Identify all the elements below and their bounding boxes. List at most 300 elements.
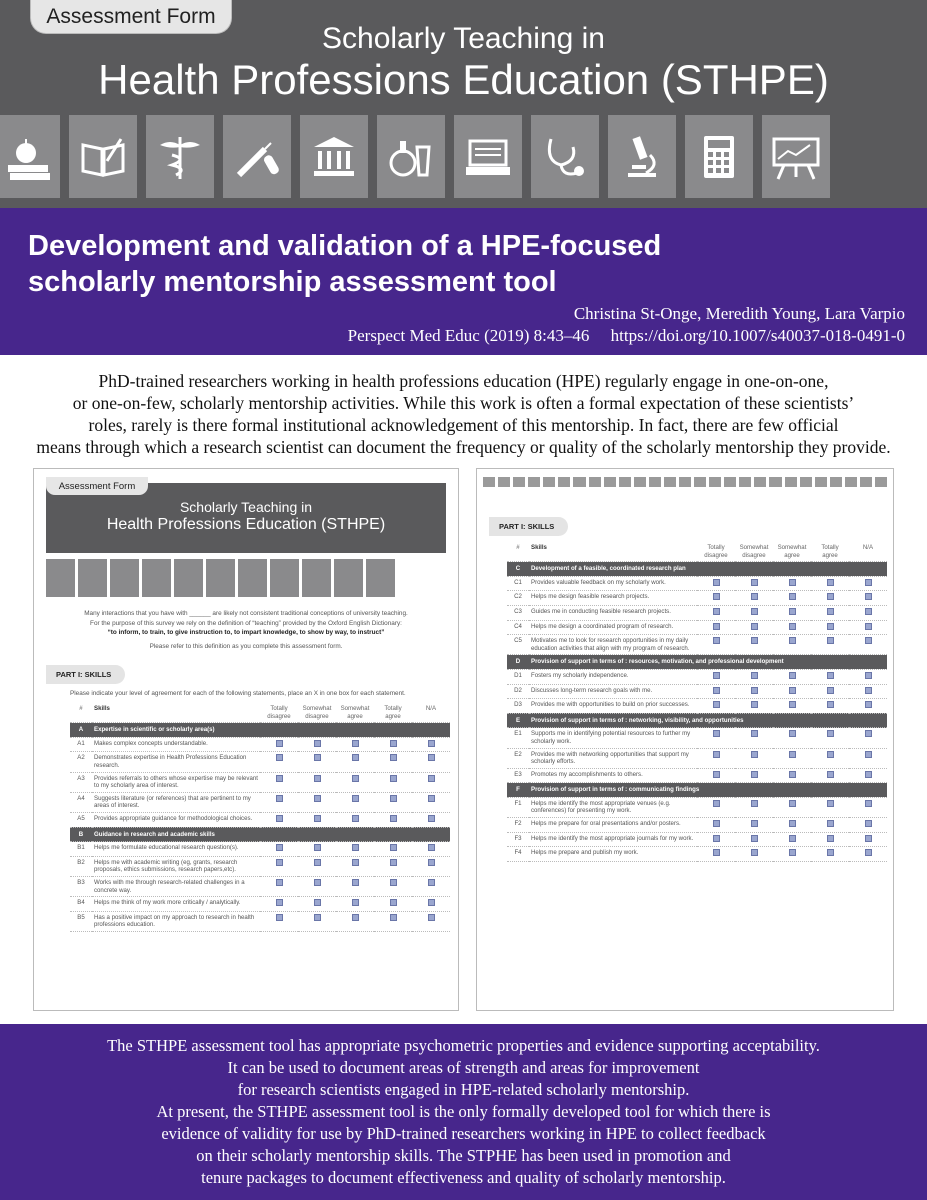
item-id: B2 [70,856,92,876]
rating-checkbox[interactable] [865,637,872,644]
rating-cell [374,842,412,857]
rating-checkbox[interactable] [751,820,758,827]
rating-checkbox[interactable] [276,914,283,921]
rating-cell [773,748,811,768]
column-header: Totally agree [811,542,849,562]
laptop-icon [238,559,267,597]
item-text: Provides valuable feedback on my scholarly work. [529,576,697,591]
rating-cell [849,768,887,783]
table-row [70,842,450,857]
rating-cell [811,576,849,591]
item-id: B5 [70,911,92,931]
rating-cell [336,842,374,857]
table-row [507,576,887,591]
calculator-icon [334,559,363,597]
table-row [70,812,450,827]
item-text: Motivates me to look for research opportunities in my daily education activities that align with my program of research. [529,635,697,655]
stethoscope-icon [270,559,299,597]
rating-checkbox[interactable] [827,623,834,630]
item-text: Has a positive impact on my approach to research in health professions education. [92,911,260,931]
item-text: Helps me design a coordinated program of research. [529,620,697,635]
column-header: # [70,703,92,723]
rating-checkbox[interactable] [865,579,872,586]
rating-checkbox[interactable] [390,914,397,921]
form-title-line1: Scholarly Teaching in [179,499,313,515]
rating-checkbox[interactable] [789,579,796,586]
rating-checkbox[interactable] [865,608,872,615]
easel-chart-icon [366,559,395,597]
summary-text [0,1035,927,1189]
rating-checkbox[interactable] [789,800,796,807]
institution-icon [543,477,555,487]
rating-cell [374,856,412,876]
calculator-icon [685,115,753,198]
rating-cell [773,684,811,699]
rating-checkbox[interactable] [865,593,872,600]
rating-checkbox[interactable] [276,859,283,866]
rating-cell [697,818,735,833]
rating-checkbox[interactable] [789,593,796,600]
section-id: F [507,783,529,798]
summary-line: tenure packages to document effectiveness and quality of scholarly mentorship. [201,1168,726,1187]
rating-checkbox[interactable] [713,593,720,600]
rating-checkbox[interactable] [827,672,834,679]
rating-checkbox[interactable] [713,820,720,827]
rating-cell [697,620,735,635]
abstract [12,370,915,458]
stethoscope-icon [531,115,599,198]
rating-checkbox[interactable] [751,672,758,679]
rating-checkbox[interactable] [390,859,397,866]
summary-line: At present, the STHPE assessment tool is the only formally developed tool for which there is [156,1102,771,1121]
item-id: E3 [507,768,529,783]
form-instruction: Please indicate your level of agreement for each of the following statements, place an X in one box for each statement. [70,690,406,697]
rating-checkbox[interactable] [713,579,720,586]
rating-checkbox[interactable] [314,815,321,822]
rating-checkbox[interactable] [428,844,435,851]
rating-checkbox[interactable] [390,775,397,782]
rating-checkbox[interactable] [751,637,758,644]
rating-cell [811,797,849,817]
rating-cell [298,876,336,896]
rating-cell [773,699,811,714]
rating-cell [849,748,887,768]
rating-checkbox[interactable] [865,730,872,737]
rating-checkbox[interactable] [352,899,359,906]
table-row [70,752,450,772]
open-book-icon [664,477,676,487]
rating-cell [811,591,849,606]
table-row [507,818,887,833]
rating-cell [773,847,811,862]
rating-checkbox[interactable] [827,637,834,644]
rating-cell [298,792,336,812]
abstract-line: PhD-trained researchers working in health professions education (HPE) regularly engage in one-on-one, [98,371,829,391]
rating-cell [849,576,887,591]
rating-checkbox[interactable] [352,740,359,747]
rating-cell [773,768,811,783]
rating-checkbox[interactable] [390,844,397,851]
rating-checkbox[interactable] [390,815,397,822]
form-header [46,480,446,553]
caduceus-icon [845,477,857,487]
section-id: C [507,562,529,577]
rating-checkbox[interactable] [865,701,872,708]
laptop-icon [573,477,585,487]
rating-cell [735,818,773,833]
rating-checkbox[interactable] [713,637,720,644]
rating-checkbox[interactable] [314,844,321,851]
rating-checkbox[interactable] [751,771,758,778]
rating-checkbox[interactable] [827,820,834,827]
item-text: Provides appropriate guidance for methodological choices. [92,812,260,827]
rating-checkbox[interactable] [713,608,720,615]
form-intro-line: For the purpose of this survey we rely on the definition of “teaching” provided by the Oxford English Dictionary: [90,619,402,627]
apple-books-icon [649,477,661,487]
rating-cell [849,684,887,699]
rating-checkbox[interactable] [789,849,796,856]
rating-cell [260,737,298,752]
rating-checkbox[interactable] [827,730,834,737]
section-row [507,713,887,728]
section-title: Provision of support in terms of : resources, motivation, and professional development [529,655,887,670]
rating-checkbox[interactable] [352,754,359,761]
rating-cell [773,591,811,606]
column-header: Skills [529,542,697,562]
section-row [507,783,887,798]
rating-cell [336,897,374,912]
table-row [507,832,887,847]
table-row [70,897,450,912]
column-header: # [507,542,529,562]
table-row [507,797,887,817]
rating-checkbox[interactable] [314,914,321,921]
rating-cell [412,812,450,827]
rating-checkbox[interactable] [751,608,758,615]
rating-cell [849,832,887,847]
rating-checkbox[interactable] [428,914,435,921]
rating-checkbox[interactable] [865,820,872,827]
rating-checkbox[interactable] [713,672,720,679]
rating-checkbox[interactable] [428,775,435,782]
rating-checkbox[interactable] [827,579,834,586]
rating-checkbox[interactable] [428,754,435,761]
table-row [507,748,887,768]
rating-cell [773,818,811,833]
rating-checkbox[interactable] [352,775,359,782]
rating-checkbox[interactable] [713,849,720,856]
rating-checkbox[interactable] [428,859,435,866]
rating-cell [260,842,298,857]
item-text: Demonstrates expertise in Health Professions Education research. [92,752,260,772]
rating-checkbox[interactable] [827,701,834,708]
rating-checkbox[interactable] [276,795,283,802]
skills-table [70,703,450,932]
rating-cell [697,684,735,699]
rating-checkbox[interactable] [789,751,796,758]
rating-checkbox[interactable] [751,751,758,758]
rating-checkbox[interactable] [276,754,283,761]
section-row [70,827,450,842]
rating-checkbox[interactable] [865,672,872,679]
rating-checkbox[interactable] [314,859,321,866]
syringe-pill-icon [142,559,171,597]
item-text: Helps me formulate educational research question(s). [92,842,260,857]
rating-cell [374,792,412,812]
rating-checkbox[interactable] [865,771,872,778]
rating-checkbox[interactable] [751,849,758,856]
rating-checkbox[interactable] [390,740,397,747]
rating-cell [773,620,811,635]
rating-cell [849,605,887,620]
rating-cell [697,768,735,783]
apple-books-icon [46,559,75,597]
item-text: Provides me with networking opportunities that support my scholarly efforts. [529,748,697,768]
rating-checkbox[interactable] [789,771,796,778]
rating-checkbox[interactable] [751,687,758,694]
rating-cell [697,797,735,817]
rating-checkbox[interactable] [827,593,834,600]
item-text: Provides referrals to others whose expertise may be relevant to my scholarly area of interest. [92,772,260,792]
rating-checkbox[interactable] [713,701,720,708]
microscope-icon [608,115,676,198]
summary-line: evidence of validity for use by PhD-trained researchers working in HPE to collect feedback [161,1124,766,1143]
rating-checkbox[interactable] [314,740,321,747]
section-id: E [507,713,529,728]
rating-cell [773,605,811,620]
rating-cell [697,699,735,714]
rating-cell [697,669,735,684]
rating-checkbox[interactable] [352,795,359,802]
rating-cell [773,728,811,748]
rating-checkbox[interactable] [789,637,796,644]
rating-checkbox[interactable] [827,800,834,807]
rating-checkbox[interactable] [865,687,872,694]
rating-checkbox[interactable] [314,899,321,906]
section-title: Expertise in scientific or scholarly area(s) [92,723,450,738]
rating-cell [849,847,887,862]
rating-checkbox[interactable] [751,730,758,737]
institution-icon [875,477,887,487]
table-row [70,792,450,812]
authors: Christina St-Onge, Meredith Young, Lara Varpio [573,304,905,323]
item-id: F4 [507,847,529,862]
apple-books-icon [0,115,60,198]
rating-checkbox[interactable] [314,775,321,782]
rating-checkbox[interactable] [827,771,834,778]
rating-checkbox[interactable] [390,879,397,886]
caduceus-icon [146,115,214,198]
rating-cell [849,591,887,606]
rating-checkbox[interactable] [713,730,720,737]
rating-checkbox[interactable] [352,879,359,886]
column-header: Somewhat agree [773,542,811,562]
rating-cell [773,635,811,655]
rating-checkbox[interactable] [865,849,872,856]
rating-checkbox[interactable] [789,623,796,630]
laptop-icon [454,115,522,198]
rating-cell [374,752,412,772]
rating-checkbox[interactable] [276,815,283,822]
rating-checkbox[interactable] [390,754,397,761]
rating-cell [811,728,849,748]
column-header: Totally disagree [697,542,735,562]
rating-checkbox[interactable] [751,701,758,708]
rating-cell [260,772,298,792]
rating-checkbox[interactable] [314,879,321,886]
rating-checkbox[interactable] [751,623,758,630]
rating-cell [697,832,735,847]
item-id: B3 [70,876,92,896]
rating-cell [735,684,773,699]
rating-checkbox[interactable] [713,687,720,694]
rating-checkbox[interactable] [789,835,796,842]
rating-cell [773,797,811,817]
rating-checkbox[interactable] [751,835,758,842]
section-id: A [70,723,92,738]
rating-checkbox[interactable] [827,751,834,758]
rating-checkbox[interactable] [390,795,397,802]
column-header: Skills [92,703,260,723]
rating-cell [811,818,849,833]
rating-checkbox[interactable] [713,623,720,630]
open-book-icon [78,559,107,597]
stethoscope-icon [589,477,601,487]
rating-checkbox[interactable] [827,835,834,842]
rating-checkbox[interactable] [276,740,283,747]
rating-checkbox[interactable] [827,608,834,615]
table-row [70,911,450,931]
rating-cell [735,591,773,606]
rating-cell [811,768,849,783]
rating-checkbox[interactable] [352,859,359,866]
item-text: Helps me think of my work more critically / analytically. [92,897,260,912]
rating-checkbox[interactable] [713,751,720,758]
rating-checkbox[interactable] [713,835,720,842]
rating-checkbox[interactable] [314,754,321,761]
rating-checkbox[interactable] [789,608,796,615]
summary-line: for research scientists engaged in HPE-related scholarly mentorship. [237,1080,690,1099]
syringe-pill-icon [223,115,291,198]
rating-cell [374,737,412,752]
rating-checkbox[interactable] [827,849,834,856]
rating-checkbox[interactable] [276,899,283,906]
apple-books-icon [483,477,495,487]
rating-checkbox[interactable] [865,623,872,630]
rating-cell [412,842,450,857]
rating-cell [298,752,336,772]
rating-checkbox[interactable] [352,815,359,822]
flask-icon [377,115,445,198]
rating-checkbox[interactable] [789,701,796,708]
section-row [507,655,887,670]
item-id: A4 [70,792,92,812]
rating-cell [260,897,298,912]
part-label: PART I: SKILLS [46,665,125,684]
rating-checkbox[interactable] [352,844,359,851]
rating-cell [374,772,412,792]
article-title [28,228,728,300]
rating-cell [374,911,412,931]
rating-cell [735,832,773,847]
rating-checkbox[interactable] [390,899,397,906]
rating-cell [336,737,374,752]
rating-checkbox[interactable] [428,795,435,802]
easel-chart-icon [800,477,812,487]
rating-checkbox[interactable] [789,820,796,827]
rating-checkbox[interactable] [276,844,283,851]
column-header: Totally agree [374,703,412,723]
column-header: Somewhat agree [336,703,374,723]
item-text: Suggests literature (or references) that are pertinent to my areas of interest. [92,792,260,812]
rating-checkbox[interactable] [276,775,283,782]
item-text: Supports me in identifying potential resources to further my scholarly work. [529,728,697,748]
teaching-definition: “to inform, to train, to give instruction to, to impart knowledge, to show by way, to instruct” [107,629,385,636]
rating-checkbox[interactable] [751,800,758,807]
item-text: Provides me with opportunities to build on prior successes. [529,699,697,714]
form-preview-right [476,468,894,1011]
rating-checkbox[interactable] [276,879,283,886]
column-header: Totally disagree [260,703,298,723]
apple-books-icon [815,477,827,487]
rating-checkbox[interactable] [314,795,321,802]
laptop-icon [739,477,751,487]
rating-checkbox[interactable] [789,672,796,679]
rating-cell [811,847,849,862]
table-row [70,856,450,876]
summary-line: The STHPE assessment tool has appropriate psychometric properties and evidence supporting acceptability. [107,1036,820,1055]
rating-cell [735,748,773,768]
summary-band [0,1024,927,1200]
rating-checkbox[interactable] [827,687,834,694]
item-text: Makes complex concepts understandable. [92,737,260,752]
rating-cell [735,797,773,817]
column-header: N/A [412,703,450,723]
column-header: Somewhat disagree [298,703,336,723]
rating-cell [849,620,887,635]
summary-line: on their scholarly mentorship skills. The STPHE has been used in promotion and [196,1146,731,1165]
rating-checkbox[interactable] [865,751,872,758]
flask-icon [206,559,235,597]
rating-checkbox[interactable] [428,740,435,747]
rating-checkbox[interactable] [751,579,758,586]
rating-checkbox[interactable] [865,800,872,807]
section-title: Provision of support in terms of : communicating findings [529,783,887,798]
form-intro-line: Many interactions that you have with ______ are likely not consistent traditional conceptions of university teaching. [84,610,408,617]
rating-checkbox[interactable] [428,815,435,822]
table-row [507,768,887,783]
item-text: Helps me identify the most appropriate venues (e.g. conferences) for presenting my work. [529,797,697,817]
rating-checkbox[interactable] [352,914,359,921]
item-text: Guides me in conducting feasible research projects. [529,605,697,620]
form-icon-strip [483,477,887,487]
rating-checkbox[interactable] [789,687,796,694]
rating-checkbox[interactable] [751,593,758,600]
rating-checkbox[interactable] [428,899,435,906]
rating-checkbox[interactable] [713,771,720,778]
rating-checkbox[interactable] [713,800,720,807]
rating-checkbox[interactable] [428,879,435,886]
rating-cell [811,669,849,684]
item-id: C5 [507,635,529,655]
rating-cell [735,576,773,591]
rating-checkbox[interactable] [789,730,796,737]
rating-checkbox[interactable] [865,835,872,842]
title-band [0,208,927,355]
rating-cell [412,792,450,812]
rating-cell [374,876,412,896]
item-id: F2 [507,818,529,833]
